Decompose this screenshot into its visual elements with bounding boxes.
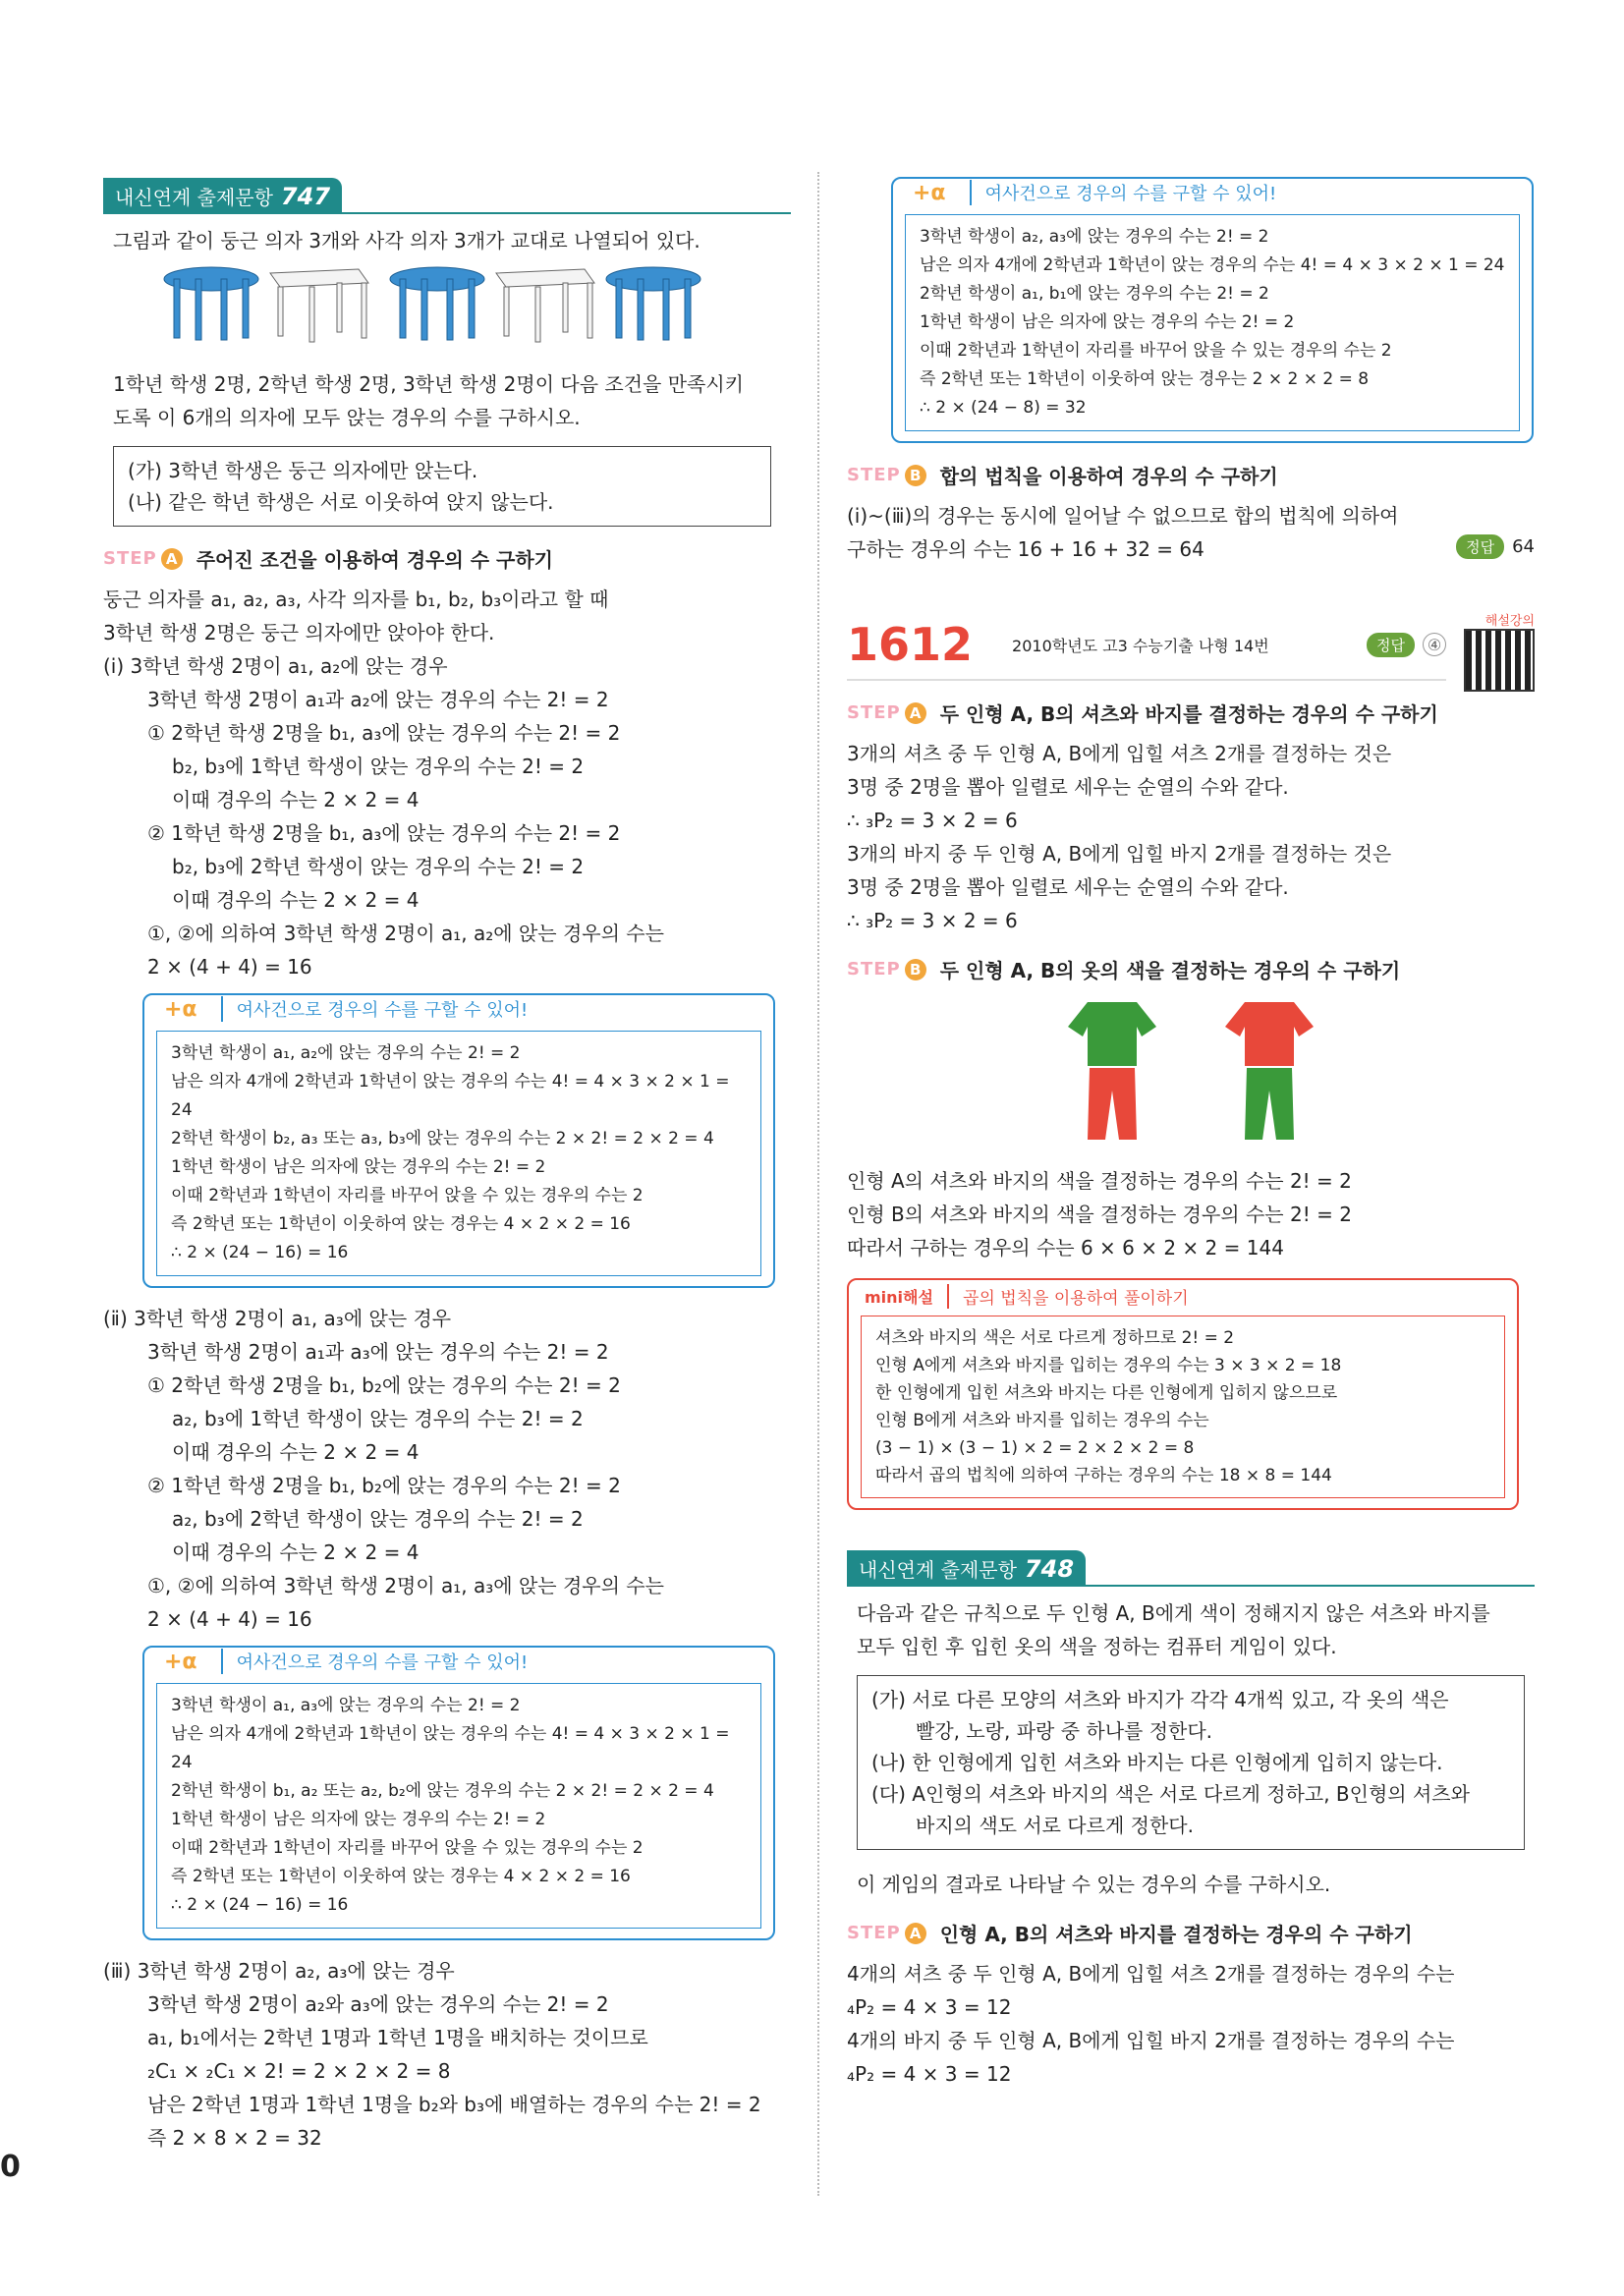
answer-value: 64 <box>1512 536 1535 557</box>
alpha-line: ∴ 2 × (24 − 16) = 16 <box>171 1895 349 1915</box>
alpha-line: 1학년 학생이 남은 의자에 앉는 경우의 수는 2! = 2 <box>171 1810 546 1829</box>
step-letter: B <box>905 959 926 980</box>
column-divider <box>817 172 819 2196</box>
alpha-line: 이때 2학년과 1학년이 자리를 바꾸어 앉을 수 있는 경우의 수는 2 <box>171 1186 644 1205</box>
qr-code[interactable] <box>1464 610 1535 692</box>
solution-line: 이때 경우의 수는 2 × 2 = 4 <box>172 1540 420 1564</box>
solution-line: (ⅱ) 3학년 학생 2명이 a₁, a₃에 앉는 경우 <box>103 1307 452 1330</box>
solution-line: ① 2학년 학생 2명을 b₁, b₂에 앉는 경우의 수는 2! = 2 <box>147 1373 621 1397</box>
solution-line: 인형 B의 셔츠와 바지의 색을 결정하는 경우의 수는 2! = 2 <box>847 1203 1352 1226</box>
condition-line: (가) 서로 다른 모양의 셔츠와 바지가 각각 4개씩 있고, 각 옷의 색은 <box>871 1688 1449 1711</box>
alpha-line: 1학년 학생이 남은 의자에 앉는 경우의 수는 2! = 2 <box>171 1157 546 1177</box>
solution-line: 이때 경우의 수는 2 × 2 = 4 <box>172 788 420 812</box>
solution-line: ① 2학년 학생 2명을 b₁, a₃에 앉는 경우의 수는 2! = 2 <box>147 721 621 745</box>
solution-line: 이때 경우의 수는 2 × 2 = 4 <box>172 888 420 912</box>
alpha-line: 2학년 학생이 b₂, a₃ 또는 a₃, b₃에 앉는 경우의 수는 2 × 2! = 2 × 2 = 4 <box>171 1129 714 1148</box>
solution-line: 2 × (4 + 4) = 16 <box>147 1607 312 1631</box>
solution-line: ₄P₂ = 4 × 3 = 12 <box>847 2062 1012 2086</box>
chairs-image <box>162 265 732 354</box>
answer-choice: ④ <box>1423 633 1446 656</box>
step-title: 두 인형 A, B의 옷의 색을 결정하는 경우의 수 구하기 <box>939 959 1401 982</box>
clothes-illustration <box>847 997 1535 1145</box>
round-chair <box>390 267 484 340</box>
step-a-heading <box>847 1919 1535 1947</box>
round-chair <box>164 267 258 340</box>
solution-line: ₂C₁ × ₂C₁ × 2! = 2 × 2 × 2 = 8 <box>147 2059 451 2083</box>
alpha-title: 여사건으로 경우의 수를 구할 수 있어! <box>970 180 1277 205</box>
step-label: STEP <box>103 548 157 569</box>
step-letter: B <box>905 465 926 486</box>
solution-line: ② 1학년 학생 2명을 b₁, b₂에 앉는 경우의 수는 2! = 2 <box>147 1474 621 1497</box>
alpha-line: 남은 의자 4개에 2학년과 1학년이 앉는 경우의 수는 4! = 4 × 3 × 2 × 1 = 24 <box>171 1072 730 1120</box>
solution-line: (ⅰ) 3학년 학생 2명이 a₁, a₂에 앉는 경우 <box>103 654 448 678</box>
solution-line: a₁, b₁에서는 2학년 1명과 1학년 1명을 배치하는 것이므로 <box>147 2026 648 2049</box>
solution-line: ∴ ₃P₂ = 3 × 2 = 6 <box>847 809 1018 832</box>
solution-line: 4개의 바지 중 두 인형 A, B에게 입힐 바지 2개를 결정하는 경우의 수는 <box>847 2029 1455 2052</box>
step-letter: A <box>161 548 183 570</box>
solution-line: 구하는 경우의 수는 16 + 16 + 32 = 64 <box>847 537 1204 561</box>
alpha-line: 3학년 학생이 a₁, a₃에 앉는 경우의 수는 2! = 2 <box>171 1696 521 1715</box>
step-label: STEP <box>847 959 901 980</box>
step-a-heading <box>847 699 1535 727</box>
condition-1: (가) 3학년 학생은 둥근 의자에만 앉는다. <box>128 459 478 482</box>
condition-2: (나) 같은 학년 학생은 서로 이웃하여 앉지 않는다. <box>128 490 554 514</box>
solution-line: 남은 2학년 1명과 1학년 1명을 b₂와 b₃에 배열하는 경우의 수는 2! = 2 <box>147 2093 761 2116</box>
question-text: 다음과 같은 규칙으로 두 인형 A, B에게 색이 정해지지 않은 셔츠와 바지를 <box>857 1601 1490 1625</box>
header-number: 748 <box>1024 1555 1075 1583</box>
alpha-line: 이때 2학년과 1학년이 자리를 바꾸어 앉을 수 있는 경우의 수는 2 <box>171 1838 644 1858</box>
solution-line: 3명 중 2명을 뽑아 일렬로 세우는 순열의 수와 같다. <box>847 775 1289 799</box>
mini-line: 인형 A에게 셔츠와 바지를 입히는 경우의 수는 3 × 3 × 2 = 18 <box>875 1356 1342 1375</box>
condition-box <box>857 1675 1525 1850</box>
answer-badge: 정답 <box>1367 633 1415 657</box>
solution-line: 둥근 의자를 a₁, a₂, a₃, 사각 의자를 b₁, b₂, b₃이라고 할 때 <box>103 588 609 611</box>
solution-line: ①, ②에 의하여 3학년 학생 2명이 a₁, a₂에 앉는 경우의 수는 <box>147 922 664 945</box>
condition-line: (나) 한 인형에게 입힌 셔츠와 바지는 다른 인형에게 입히지 않는다. <box>871 1751 1443 1774</box>
alpha-line: 남은 의자 4개에 2학년과 1학년이 앉는 경우의 수는 4! = 4 × 3 × 2 × 1 = 24 <box>171 1724 730 1772</box>
step-title: 주어진 조건을 이용하여 경우의 수 구하기 <box>196 548 553 572</box>
doll-b-clothes-image <box>1225 997 1314 1145</box>
alpha-line: 남은 의자 4개에 2학년과 1학년이 앉는 경우의 수는 4! = 4 × 3 × 2 × 1 = 24 <box>920 255 1505 275</box>
step-label: STEP <box>847 1923 901 1943</box>
header-tag: 내신연계 출제문항 <box>859 1558 1017 1582</box>
condition-line: 바지의 색도 서로 다르게 정한다. <box>916 1814 1194 1837</box>
question-text-3: 도록 이 6개의 의자에 모두 앉는 경우의 수를 구하시오. <box>113 406 581 429</box>
solution-line: 3개의 바지 중 두 인형 A, B에게 입힐 바지 2개를 결정하는 것은 <box>847 842 1392 866</box>
solution-line: 3개의 셔츠 중 두 인형 A, B에게 입힐 셔츠 2개를 결정하는 것은 <box>847 742 1392 765</box>
alpha-line: 즉 2학년 또는 1학년이 이웃하여 앉는 경우는 4 × 2 × 2 = 16 <box>171 1867 631 1886</box>
chairs-illustration <box>103 265 791 354</box>
alpha-box-1 <box>142 993 775 1288</box>
mini-line: 인형 B에게 셔츠와 바지를 입히는 경우의 수는 <box>875 1411 1209 1430</box>
step-title: 두 인형 A, B의 셔츠와 바지를 결정하는 경우의 수 구하기 <box>939 702 1438 726</box>
mini-line: 셔츠와 바지의 색은 서로 다르게 정하므로 2! = 2 <box>875 1328 1235 1348</box>
solution-line: a₂, b₃에 2학년 학생이 앉는 경우의 수는 2! = 2 <box>172 1507 584 1531</box>
alpha-title: 여사건으로 경우의 수를 구할 수 있어! <box>221 996 529 1022</box>
square-chair <box>496 269 594 342</box>
solution-line: 3학년 학생 2명이 a₁과 a₂에 앉는 경우의 수는 2! = 2 <box>147 688 609 711</box>
mini-line: 한 인형에게 입힌 셔츠와 바지는 다른 인형에게 입히지 않으므로 <box>875 1383 1338 1403</box>
solution-line: 이때 경우의 수는 2 × 2 = 4 <box>172 1440 420 1464</box>
square-chair <box>270 269 368 342</box>
left-column <box>103 177 791 2155</box>
right-column <box>847 177 1535 2091</box>
solution-line: 4개의 셔츠 중 두 인형 A, B에게 입힐 셔츠 2개를 결정하는 경우의 수는 <box>847 1962 1455 1986</box>
qr-code-icon <box>1464 629 1535 692</box>
alpha-line: 즉 2학년 또는 1학년이 이웃하여 앉는 경우는 4 × 2 × 2 = 16 <box>171 1214 631 1234</box>
solution-line: a₂, b₃에 1학년 학생이 앉는 경우의 수는 2! = 2 <box>172 1407 584 1430</box>
solution-line: 2 × (4 + 4) = 16 <box>147 955 312 979</box>
condition-line: (다) A인형의 셔츠와 바지의 색은 서로 다르게 정하고, B인형의 셔츠와 <box>871 1782 1470 1806</box>
mini-line: 따라서 곱의 법칙에 의하여 구하는 경우의 수는 18 × 8 = 144 <box>875 1466 1332 1485</box>
alpha-line: 이때 2학년과 1학년이 자리를 바꾸어 앉을 수 있는 경우의 수는 2 <box>920 341 1392 361</box>
alpha-line: 3학년 학생이 a₁, a₂에 앉는 경우의 수는 2! = 2 <box>171 1043 521 1063</box>
problem-header-748 <box>847 1549 1535 1587</box>
step-b-heading <box>847 461 1535 489</box>
plus-alpha-icon: +α <box>913 180 946 205</box>
alpha-line: 2학년 학생이 a₁, b₁에 앉는 경우의 수는 2! = 2 <box>920 284 1269 304</box>
step-letter: A <box>905 702 926 724</box>
step-a-heading <box>103 544 791 573</box>
step-title: 인형 A, B의 셔츠와 바지를 결정하는 경우의 수 구하기 <box>939 1923 1413 1946</box>
condition-line: 빨강, 노랑, 파랑 중 하나를 정한다. <box>916 1719 1213 1743</box>
solution-line: 3학년 학생 2명이 a₁과 a₃에 앉는 경우의 수는 2! = 2 <box>147 1340 609 1364</box>
problem-number: 1612 <box>847 618 974 671</box>
alpha-line: 3학년 학생이 a₂, a₃에 앉는 경우의 수는 2! = 2 <box>920 227 1269 247</box>
question-ask: 이 게임의 결과로 나타날 수 있는 경우의 수를 구하시오. <box>857 1873 1331 1896</box>
step-title: 합의 법칙을 이용하여 경우의 수 구하기 <box>939 465 1278 488</box>
mini-title: mini해설 <box>865 1288 933 1307</box>
solution-line: ₄P₂ = 4 × 3 = 12 <box>847 1995 1012 2019</box>
header-number: 747 <box>280 183 331 210</box>
step-letter: A <box>905 1923 926 1944</box>
solution-line: ∴ ₃P₂ = 3 × 2 = 6 <box>847 909 1018 932</box>
solution-line: ② 1학년 학생 2명을 b₁, a₃에 앉는 경우의 수는 2! = 2 <box>147 821 621 845</box>
solution-line: (ⅰ)~(ⅲ)의 경우는 동시에 일어날 수 없으므로 합의 법칙에 의하여 <box>847 504 1399 528</box>
solution-line: (ⅲ) 3학년 학생 2명이 a₂, a₃에 앉는 경우 <box>103 1959 455 1983</box>
doll-a-clothes-image <box>1068 997 1156 1145</box>
solution-line: 즉 2 × 8 × 2 = 32 <box>147 2126 322 2150</box>
step-label: STEP <box>847 465 901 485</box>
solution-line: b₂, b₃에 2학년 학생이 앉는 경우의 수는 2! = 2 <box>172 855 585 878</box>
question-text-2: 1학년 학생 2명, 2학년 학생 2명, 3학년 학생 2명이 다음 조건을 만족시키 <box>113 372 744 396</box>
round-chair <box>606 267 700 340</box>
page-number: 0 <box>0 2150 21 2184</box>
condition-box <box>113 446 771 527</box>
qr-label: 해설강의 <box>1484 614 1535 629</box>
plus-alpha-icon: +α <box>164 1649 197 1674</box>
step-label: STEP <box>847 702 901 723</box>
solution-line: 따라서 구하는 경우의 수는 6 × 6 × 2 × 2 = 144 <box>847 1236 1284 1260</box>
alpha-line: 1학년 학생이 남은 의자에 앉는 경우의 수는 2! = 2 <box>920 312 1295 332</box>
solution-line: 3학년 학생 2명이 a₂와 a₃에 앉는 경우의 수는 2! = 2 <box>147 1992 609 2016</box>
solution-line: 인형 A의 셔츠와 바지의 색을 결정하는 경우의 수는 2! = 2 <box>847 1169 1352 1193</box>
alpha-line: ∴ 2 × (24 − 8) = 32 <box>920 398 1087 418</box>
mini-solution-box <box>847 1278 1519 1510</box>
problem-header-747 <box>103 177 791 214</box>
plus-alpha-icon: +α <box>164 996 197 1022</box>
alpha-box-3 <box>891 177 1534 443</box>
answer-badge: 정답 <box>1456 534 1504 559</box>
alpha-line: 즉 2학년 또는 1학년이 이웃하여 앉는 경우는 2 × 2 × 2 = 8 <box>920 369 1370 389</box>
question-text: 그림과 같이 둥근 의자 3개와 사각 의자 3개가 교대로 나열되어 있다. <box>113 229 700 252</box>
alpha-line: ∴ 2 × (24 − 16) = 16 <box>171 1243 349 1262</box>
mini-line: (3 − 1) × (3 − 1) × 2 = 2 × 2 × 2 = 8 <box>875 1438 1195 1458</box>
problem-1612 <box>847 614 1535 681</box>
alpha-title: 여사건으로 경우의 수를 구할 수 있어! <box>221 1649 529 1674</box>
step-b-heading <box>847 955 1535 983</box>
solution-line: ①, ②에 의하여 3학년 학생 2명이 a₁, a₃에 앉는 경우의 수는 <box>147 1574 664 1597</box>
solution-line: 3학년 학생 2명은 둥근 의자에만 앉아야 한다. <box>103 621 495 644</box>
mini-subtitle: 곱의 법칙을 이용하여 풀이하기 <box>947 1284 1189 1309</box>
solution-line: b₂, b₃에 1학년 학생이 앉는 경우의 수는 2! = 2 <box>172 755 585 778</box>
solution-line: 3명 중 2명을 뽑아 일렬로 세우는 순열의 수와 같다. <box>847 875 1289 899</box>
question-text: 모두 입힌 후 입힌 옷의 색을 정하는 컴퓨터 게임이 있다. <box>857 1635 1337 1658</box>
alpha-line: 2학년 학생이 b₁, a₂ 또는 a₂, b₂에 앉는 경우의 수는 2 × 2! = 2 × 2 = 4 <box>171 1781 714 1801</box>
header-tag: 내신연계 출제문항 <box>115 186 273 209</box>
problem-source: 2010학년도 고3 수능기출 나형 14번 <box>1012 636 1269 655</box>
alpha-box-2 <box>142 1646 775 1940</box>
